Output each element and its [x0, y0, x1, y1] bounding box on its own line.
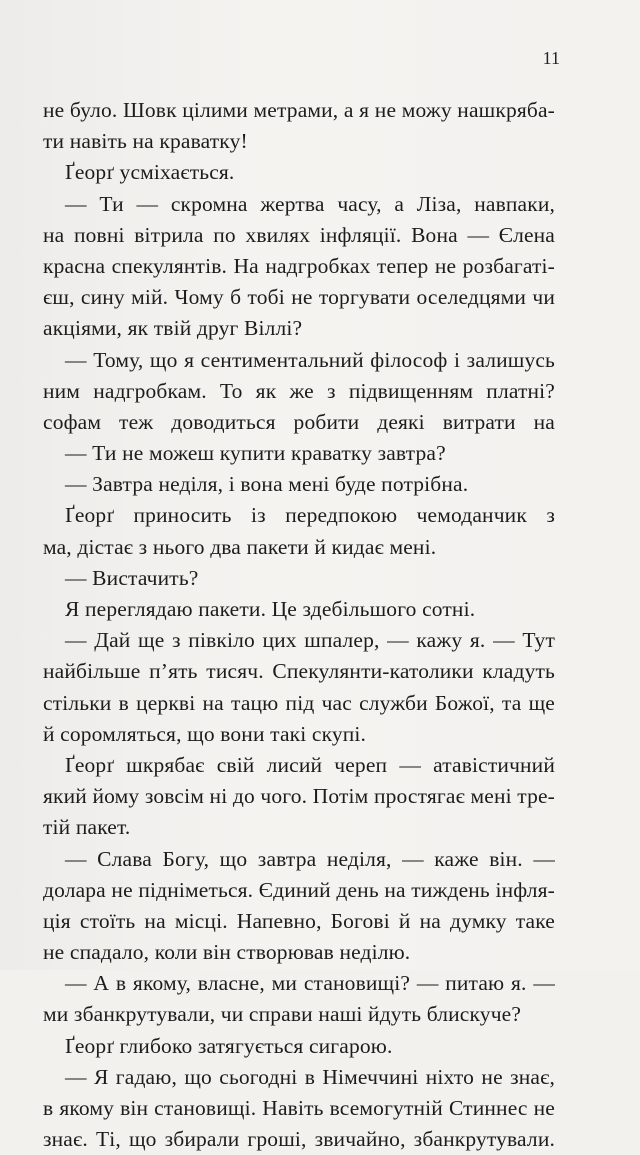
text-line: в якому він становищі. Навіть всемогутній Стиннес не [43, 1096, 555, 1120]
text-line: — Я гадаю, що сьогодні в Німеччині ніхто не знає, [65, 1064, 555, 1089]
text-line: — Ти — скромна жертва часу, а Ліза, навпаки, [65, 191, 555, 216]
text-line: на повні вітрила по хвилях інфляції. Вона — Єлена [43, 222, 555, 247]
text-line: тій пакет. [43, 815, 131, 840]
text-line: стільки в церкві на тацю під час служби Божої, та ще [43, 690, 555, 715]
text-line: Ґеорґ приносить із передпокою чемоданчик з [65, 503, 555, 528]
text-line: знає. Ті, що збирали гроші, звичайно, збанкрутували. [43, 1127, 555, 1152]
text-line: ти навіть на краватку! [43, 129, 248, 154]
text-line: ми збанкрутували, чи справи наші йдуть блискуче? [43, 1002, 522, 1027]
text-line: який йому зовсім ні до чого. Потім простягає мені тре- [43, 784, 555, 809]
text-line: — Завтра неділя, і вона мені буде потрібна. [65, 472, 469, 497]
text-line: — А в якому, власне, ми становищі? — питаю я. — [65, 971, 555, 996]
text-line: — Тому, що я сентиментальний філософ і залишусь [65, 347, 555, 372]
text-line: — Слава Богу, що завтра неділя, — каже він. — [65, 846, 555, 871]
text-line: ція стоїть на місці. Напевно, Богові й на думку таке [43, 908, 555, 933]
text-line: — Вистачить? [65, 565, 199, 590]
body-text [43, 95, 555, 1155]
text-line: Ґеорґ глибоко затягується сигарою. [65, 1033, 393, 1058]
text-line: — Дай ще з півкіло цих шпалер, — кажу я. — Тут [65, 628, 555, 653]
text-line: Ґеорґ шкрябає свій лисий череп — атавістичний [65, 752, 555, 777]
text-line: ним надгробкам. То як же з підвищенням платні? [43, 378, 555, 403]
text-line: не спадало, коли він створював неділю. [43, 940, 411, 965]
text-line: акціями, як твій друг Віллі? [43, 316, 303, 341]
text-line: не було. Шовк цілими метрами, а я не можу нашкряба- [43, 98, 555, 122]
text-line: й соромляться, що вони такі скупі. [43, 721, 367, 746]
text-line: єш, сину мій. Чому б тобі не торгувати оселедцями чи [43, 285, 555, 310]
text-line: — Ти не можеш купити краватку завтра? [65, 441, 446, 466]
text-line: Ґеорґ усміхається. [65, 160, 235, 185]
text-line: Я переглядаю пакети. Це здебільшого сотні. [65, 597, 476, 621]
text-line: красна спекулянтів. На надгробках тепер не розбагаті- [43, 253, 555, 278]
text-line: софам теж доводиться робити деякі витрати на [43, 409, 555, 434]
text-line: долара не підніметься. Єдиний день на тиждень інфля- [43, 877, 555, 902]
text-line: ма, дістає з нього два пакети й кидає мені. [43, 534, 437, 559]
page-number: 11 [542, 48, 560, 68]
text-line: найбільше п’ять тисяч. Спекулянти-католики кладуть [43, 659, 555, 684]
